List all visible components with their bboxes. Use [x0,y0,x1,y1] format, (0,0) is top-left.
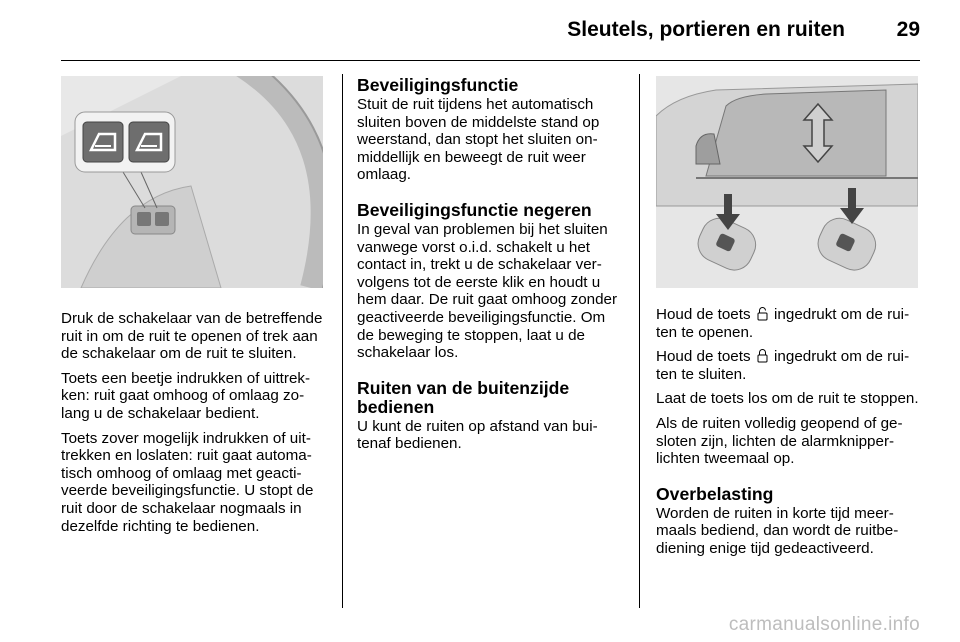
paragraph-lock [656,348,920,383]
section-heading: Beveiligingsfunctie [357,75,519,95]
section-anti-pinch [357,76,625,184]
text: ingedrukt om de ruiten te sluiten. [656,348,910,383]
text: Houd de toets [656,348,751,366]
section-remote [357,379,625,453]
window-switch-illustration [61,76,323,288]
text: Houd de toets [656,306,751,323]
page-header [0,14,920,54]
watermark: carmanualsonline.info [728,614,920,635]
section-override [357,201,625,362]
column-2 [357,76,625,470]
column-1 [61,76,327,542]
paragraph: Als de ruiten volledig geopend of gesloten zijn, lichten de alarmknipperlichten tweemaal op. [656,414,903,468]
paragraph: Toets zover mogelijk indrukken of uittrekken en loslaten: ruit gaat automatisch omhoog of omlaag met geactiveerde beveiligingsfunctie. U stopt de ruit door de schakelaar nogmaals in dezelfde richting te bedienen. [61,429,314,535]
section-heading: Beveiligingsfunctie negeren [357,199,592,220]
section-text: U kunt de ruiten op afstand van buitenaf bedienen. [357,417,598,453]
window-switch-drawing [61,76,323,288]
section-text: Stuit de ruit tijdens het automatisch sluiten boven de middelste stand op weerstand, dan stopt het sluiten onmiddellijk en beweegt de ruit weer omlaag. [357,96,600,184]
paragraph: Toets een beetje indrukken of uittrekken: ruit gaat omhoog of omlaag zolang u de schakelaar bedient. [61,369,311,422]
section-text: In geval van problemen bij het sluiten vanwege vorst o.i.d. schakelt u het contact in, trekt u de schakelaar vervolgens tot de eerste klik en houdt u hem daar. De ruit gaat omhoog zonder geactiveerde beveiligingsfunctie. Om de beweging te stoppen, laat u de schakelaar los. [357,220,618,362]
page-number: 29 [896,18,920,41]
lock-icon [757,349,768,363]
section-heading-overload: Overbelasting [656,483,774,504]
paragraph: Laat de toets los om de ruit te stoppen. [656,390,919,408]
remote-key-drawing [656,76,918,288]
unlock-icon [757,307,768,321]
header-rule [61,60,920,61]
paragraph-unlock [656,306,920,341]
column-3 [656,76,920,565]
section-heading: Ruiten van de buitenzijde bedienen [357,377,570,417]
paragraph: Druk de schakelaar van de betreffende ruit in om de ruit te openen of trek aan de schakelaar om de ruit te sluiten. [61,310,323,363]
remote-window-illustration [656,76,918,288]
text: ingedrukt om de ruiten te openen. [656,306,910,341]
column-divider [639,74,640,608]
column-divider [342,74,343,608]
page-title: Sleutels, portieren en ruiten [567,18,845,41]
section-text: Worden de ruiten in korte tijd meermaals bediend, dan wordt de ruitbediening enige tijd gedeactiveerd. [656,504,899,557]
